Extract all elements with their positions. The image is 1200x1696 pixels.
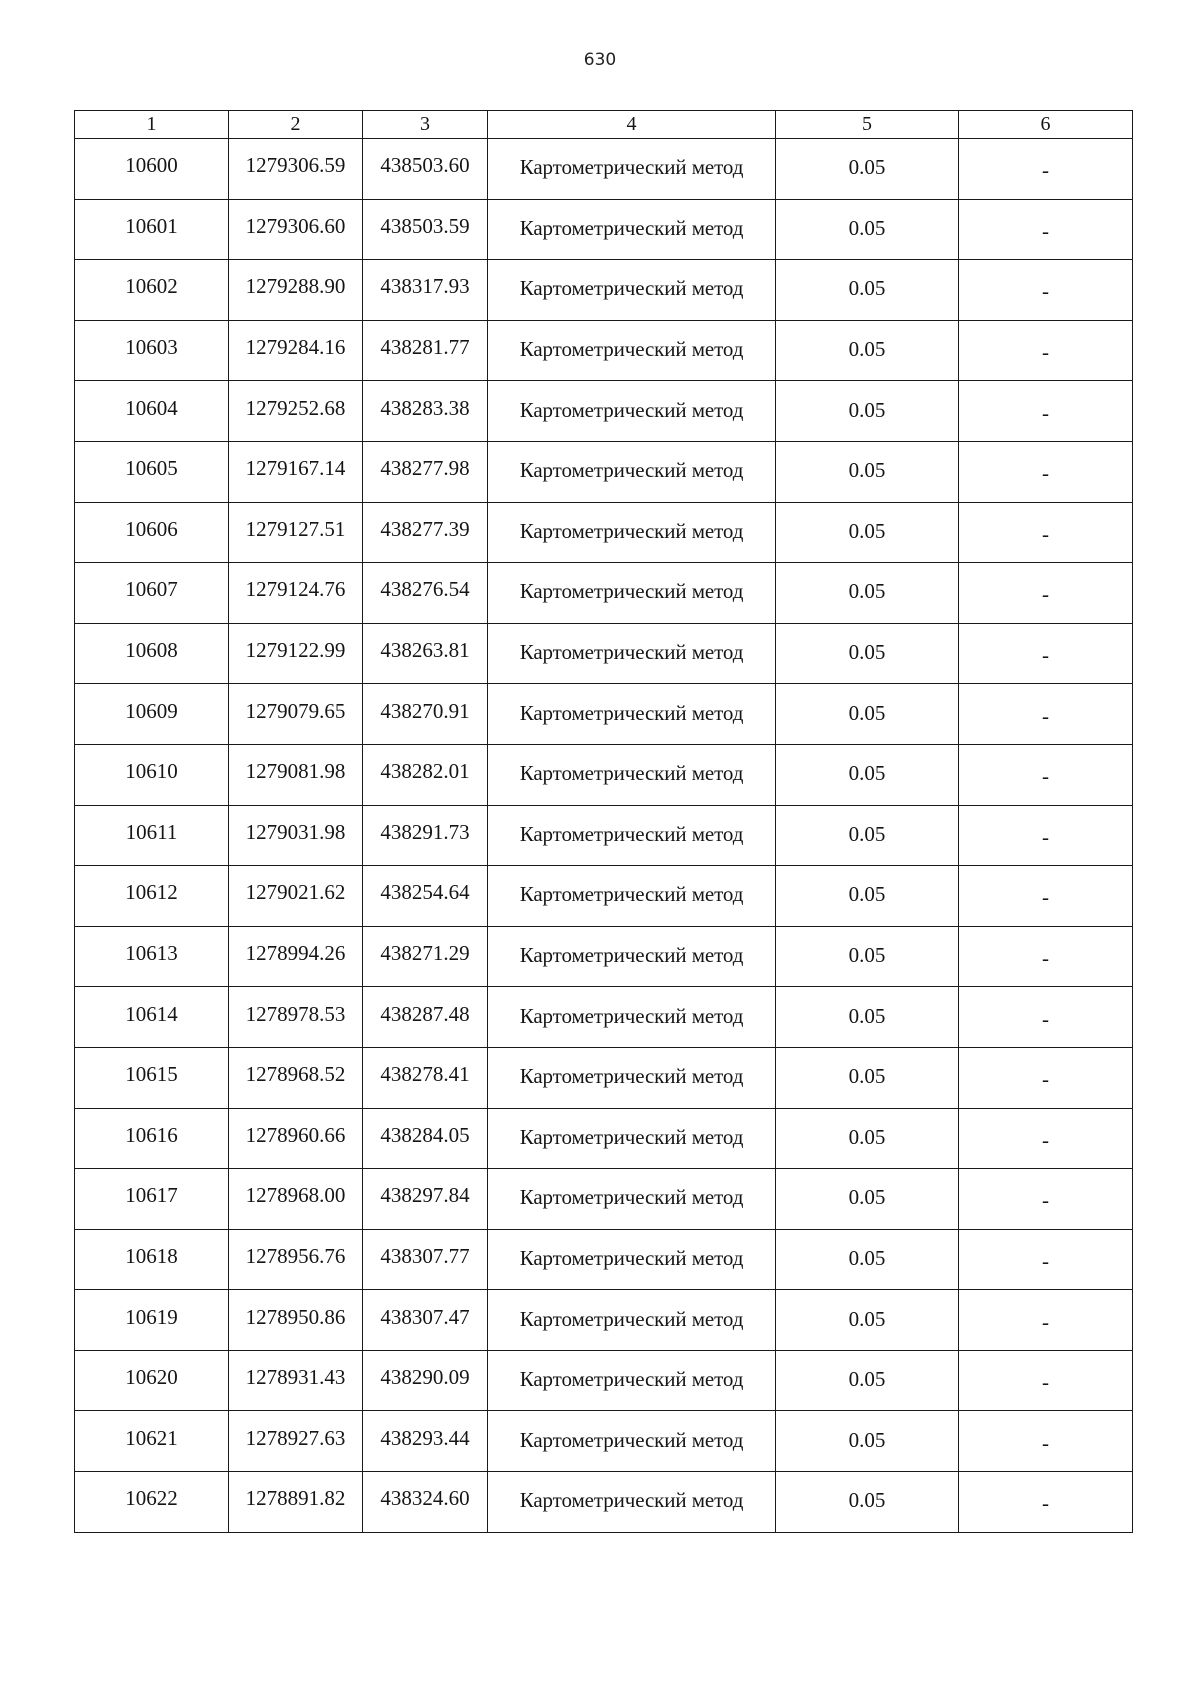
point-number-cell: 10616 [75, 1108, 229, 1169]
note-cell: - [959, 563, 1133, 624]
table-row [75, 866, 1133, 927]
table-row [75, 744, 1133, 805]
accuracy-cell: 0.05 [776, 441, 959, 502]
method-cell: Картометрический метод [488, 926, 776, 987]
accuracy-cell: 0.05 [776, 623, 959, 684]
point-number-cell: 10620 [75, 1350, 229, 1411]
y-coordinate-cell: 438276.54 [363, 563, 488, 624]
y-coordinate-cell: 438503.60 [363, 139, 488, 200]
accuracy-cell: 0.05 [776, 866, 959, 927]
method-cell: Картометрический метод [488, 139, 776, 200]
method-cell: Картометрический метод [488, 199, 776, 260]
accuracy-cell: 0.05 [776, 320, 959, 381]
y-coordinate-cell: 438297.84 [363, 1169, 488, 1230]
point-number-cell: 10605 [75, 441, 229, 502]
table-row [75, 139, 1133, 200]
point-number-cell: 10619 [75, 1290, 229, 1351]
method-cell: Картометрический метод [488, 1290, 776, 1351]
note-cell: - [959, 684, 1133, 745]
table-row [75, 1411, 1133, 1472]
table-row [75, 623, 1133, 684]
x-coordinate-cell: 1279306.60 [229, 199, 363, 260]
method-cell: Картометрический метод [488, 1169, 776, 1230]
x-coordinate-cell: 1279252.68 [229, 381, 363, 442]
x-coordinate-cell: 1278978.53 [229, 987, 363, 1048]
coordinates-table [74, 110, 1133, 1533]
accuracy-cell: 0.05 [776, 1229, 959, 1290]
accuracy-cell: 0.05 [776, 139, 959, 200]
method-cell: Картометрический метод [488, 1229, 776, 1290]
x-coordinate-cell: 1278927.63 [229, 1411, 363, 1472]
point-number-cell: 10609 [75, 684, 229, 745]
note-cell: - [959, 1290, 1133, 1351]
note-cell: - [959, 744, 1133, 805]
x-coordinate-cell: 1278968.00 [229, 1169, 363, 1230]
accuracy-cell: 0.05 [776, 744, 959, 805]
y-coordinate-cell: 438503.59 [363, 199, 488, 260]
table-row [75, 1047, 1133, 1108]
header-col-4: 4 [488, 111, 776, 139]
table-row [75, 563, 1133, 624]
y-coordinate-cell: 438270.91 [363, 684, 488, 745]
note-cell: - [959, 381, 1133, 442]
x-coordinate-cell: 1278968.52 [229, 1047, 363, 1108]
note-cell: - [959, 441, 1133, 502]
accuracy-cell: 0.05 [776, 1472, 959, 1533]
accuracy-cell: 0.05 [776, 1411, 959, 1472]
note-cell: - [959, 199, 1133, 260]
point-number-cell: 10610 [75, 744, 229, 805]
method-cell: Картометрический метод [488, 1411, 776, 1472]
method-cell: Картометрический метод [488, 805, 776, 866]
header-col-5: 5 [776, 111, 959, 139]
x-coordinate-cell: 1279167.14 [229, 441, 363, 502]
x-coordinate-cell: 1278956.76 [229, 1229, 363, 1290]
x-coordinate-cell: 1278994.26 [229, 926, 363, 987]
header-row [75, 111, 1133, 139]
header-col-3: 3 [363, 111, 488, 139]
point-number-cell: 10601 [75, 199, 229, 260]
table-row [75, 502, 1133, 563]
table-row [75, 1350, 1133, 1411]
y-coordinate-cell: 438293.44 [363, 1411, 488, 1472]
point-number-cell: 10602 [75, 260, 229, 321]
point-number-cell: 10617 [75, 1169, 229, 1230]
point-number-cell: 10608 [75, 623, 229, 684]
point-number-cell: 10600 [75, 139, 229, 200]
y-coordinate-cell: 438283.38 [363, 381, 488, 442]
accuracy-cell: 0.05 [776, 805, 959, 866]
accuracy-cell: 0.05 [776, 987, 959, 1048]
method-cell: Картометрический метод [488, 502, 776, 563]
table-row [75, 260, 1133, 321]
method-cell: Картометрический метод [488, 684, 776, 745]
table-row [75, 684, 1133, 745]
note-cell: - [959, 1350, 1133, 1411]
note-cell: - [959, 805, 1133, 866]
method-cell: Картометрический метод [488, 1472, 776, 1533]
y-coordinate-cell: 438263.81 [363, 623, 488, 684]
method-cell: Картометрический метод [488, 1047, 776, 1108]
note-cell: - [959, 320, 1133, 381]
point-number-cell: 10604 [75, 381, 229, 442]
y-coordinate-cell: 438282.01 [363, 744, 488, 805]
accuracy-cell: 0.05 [776, 1169, 959, 1230]
y-coordinate-cell: 438271.29 [363, 926, 488, 987]
method-cell: Картометрический метод [488, 441, 776, 502]
x-coordinate-cell: 1278960.66 [229, 1108, 363, 1169]
method-cell: Картометрический метод [488, 381, 776, 442]
y-coordinate-cell: 438290.09 [363, 1350, 488, 1411]
note-cell: - [959, 1108, 1133, 1169]
table-row [75, 987, 1133, 1048]
note-cell: - [959, 866, 1133, 927]
x-coordinate-cell: 1278891.82 [229, 1472, 363, 1533]
accuracy-cell: 0.05 [776, 563, 959, 624]
y-coordinate-cell: 438277.98 [363, 441, 488, 502]
method-cell: Картометрический метод [488, 866, 776, 927]
accuracy-cell: 0.05 [776, 1108, 959, 1169]
method-cell: Картометрический метод [488, 623, 776, 684]
header-col-6: 6 [959, 111, 1133, 139]
table-row [75, 199, 1133, 260]
note-cell: - [959, 1411, 1133, 1472]
note-cell: - [959, 1472, 1133, 1533]
header-col-1: 1 [75, 111, 229, 139]
accuracy-cell: 0.05 [776, 1047, 959, 1108]
accuracy-cell: 0.05 [776, 1290, 959, 1351]
x-coordinate-cell: 1279081.98 [229, 744, 363, 805]
note-cell: - [959, 502, 1133, 563]
method-cell: Картометрический метод [488, 744, 776, 805]
point-number-cell: 10615 [75, 1047, 229, 1108]
x-coordinate-cell: 1279031.98 [229, 805, 363, 866]
note-cell: - [959, 1169, 1133, 1230]
point-number-cell: 10611 [75, 805, 229, 866]
x-coordinate-cell: 1279288.90 [229, 260, 363, 321]
point-number-cell: 10607 [75, 563, 229, 624]
x-coordinate-cell: 1279124.76 [229, 563, 363, 624]
table-row [75, 1169, 1133, 1230]
note-cell: - [959, 926, 1133, 987]
table-body [75, 139, 1133, 1533]
x-coordinate-cell: 1279127.51 [229, 502, 363, 563]
table-row [75, 926, 1133, 987]
table-row [75, 1108, 1133, 1169]
x-coordinate-cell: 1279079.65 [229, 684, 363, 745]
x-coordinate-cell: 1279122.99 [229, 623, 363, 684]
method-cell: Картометрический метод [488, 1108, 776, 1169]
table-row [75, 1229, 1133, 1290]
y-coordinate-cell: 438281.77 [363, 320, 488, 381]
y-coordinate-cell: 438254.64 [363, 866, 488, 927]
note-cell: - [959, 260, 1133, 321]
method-cell: Картометрический метод [488, 1350, 776, 1411]
method-cell: Картометрический метод [488, 987, 776, 1048]
x-coordinate-cell: 1279306.59 [229, 139, 363, 200]
point-number-cell: 10618 [75, 1229, 229, 1290]
method-cell: Картометрический метод [488, 260, 776, 321]
y-coordinate-cell: 438278.41 [363, 1047, 488, 1108]
note-cell: - [959, 1229, 1133, 1290]
table-row [75, 1472, 1133, 1533]
y-coordinate-cell: 438317.93 [363, 260, 488, 321]
y-coordinate-cell: 438284.05 [363, 1108, 488, 1169]
table-row [75, 320, 1133, 381]
x-coordinate-cell: 1279284.16 [229, 320, 363, 381]
table-row [75, 805, 1133, 866]
x-coordinate-cell: 1278950.86 [229, 1290, 363, 1351]
table-row [75, 1290, 1133, 1351]
point-number-cell: 10621 [75, 1411, 229, 1472]
page-number: 630 [583, 50, 617, 70]
accuracy-cell: 0.05 [776, 199, 959, 260]
point-number-cell: 10603 [75, 320, 229, 381]
y-coordinate-cell: 438287.48 [363, 987, 488, 1048]
point-number-cell: 10613 [75, 926, 229, 987]
x-coordinate-cell: 1278931.43 [229, 1350, 363, 1411]
y-coordinate-cell: 438307.47 [363, 1290, 488, 1351]
point-number-cell: 10606 [75, 502, 229, 563]
note-cell: - [959, 1047, 1133, 1108]
note-cell: - [959, 623, 1133, 684]
accuracy-cell: 0.05 [776, 381, 959, 442]
method-cell: Картометрический метод [488, 563, 776, 624]
accuracy-cell: 0.05 [776, 1350, 959, 1411]
x-coordinate-cell: 1279021.62 [229, 866, 363, 927]
point-number-cell: 10622 [75, 1472, 229, 1533]
accuracy-cell: 0.05 [776, 260, 959, 321]
y-coordinate-cell: 438324.60 [363, 1472, 488, 1533]
note-cell: - [959, 987, 1133, 1048]
point-number-cell: 10614 [75, 987, 229, 1048]
table-row [75, 381, 1133, 442]
point-number-cell: 10612 [75, 866, 229, 927]
table-row [75, 441, 1133, 502]
accuracy-cell: 0.05 [776, 502, 959, 563]
header-col-2: 2 [229, 111, 363, 139]
y-coordinate-cell: 438277.39 [363, 502, 488, 563]
y-coordinate-cell: 438291.73 [363, 805, 488, 866]
note-cell: - [959, 139, 1133, 200]
y-coordinate-cell: 438307.77 [363, 1229, 488, 1290]
table-header [75, 111, 1133, 139]
accuracy-cell: 0.05 [776, 926, 959, 987]
accuracy-cell: 0.05 [776, 684, 959, 745]
method-cell: Картометрический метод [488, 320, 776, 381]
